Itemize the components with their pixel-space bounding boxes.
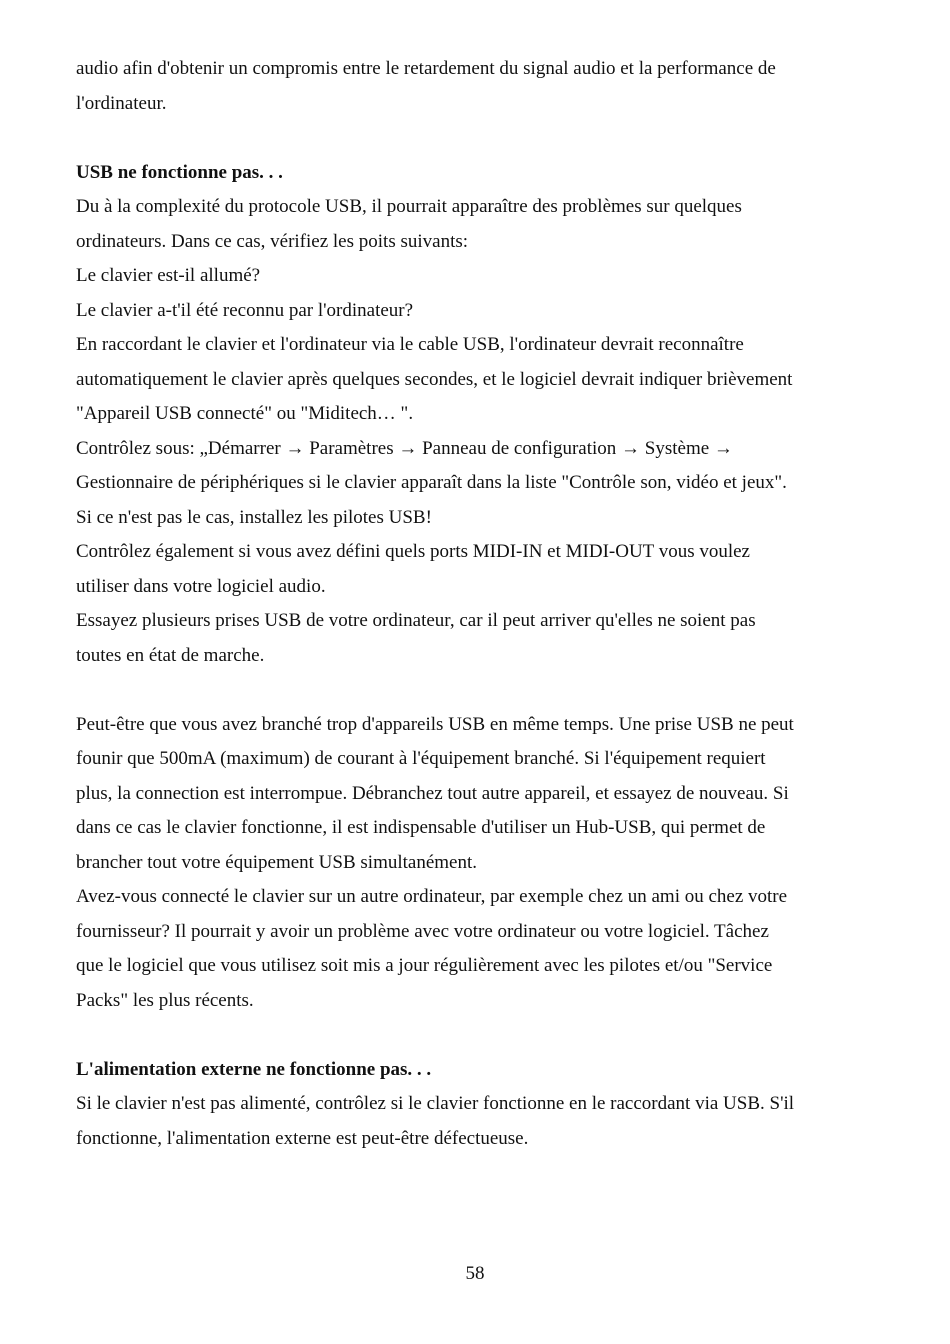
text-line: Essayez plusieurs prises USB de votre ordinateur, car il peut arriver qu'elles ne soient pas <box>76 610 756 631</box>
text-line: audio afin d'obtenir un compromis entre le retardement du signal audio et la performance de <box>76 58 776 79</box>
text-line: dans ce cas le clavier fonctionne, il est indispensable d'utiliser un Hub-USB, qui permet de <box>76 817 766 838</box>
text-line: fournisseur? Il pourrait y avoir un problème avec votre ordinateur ou votre logiciel. Tâchez <box>76 920 769 942</box>
text-line: En raccordant le clavier et l'ordinateur via le cable USB, l'ordinateur devrait reconnaître <box>76 334 744 355</box>
text-line: Si le clavier n'est pas alimenté, contrôlez si le clavier fonctionne en le raccordant via USB. S'il <box>76 1093 795 1114</box>
intro-paragraph <box>76 52 876 121</box>
text-line: Si ce n'est pas le cas, installez les pilotes USB! <box>76 506 432 528</box>
text-line: Peut-être que vous avez branché trop d'appareils USB en même temps. Une prise USB ne peut <box>76 713 794 735</box>
text-line: l'ordinateur. <box>76 92 167 114</box>
text-line: automatiquement le clavier après quelques secondes, et le logiciel devrait indiquer brièvement <box>76 368 793 390</box>
text-line: Le clavier a-t'il été reconnu par l'ordinateur? <box>76 299 414 321</box>
paragraph-spacer <box>76 121 876 156</box>
page-number: 58 <box>465 1263 485 1284</box>
text-line: utiliser dans votre logiciel audio. <box>76 575 326 597</box>
text-line: Du à la complexité du protocole USB, il pourrait apparaître des problèmes sur quelques <box>76 196 742 217</box>
text-line: brancher tout votre équipement USB simultanément. <box>76 851 478 873</box>
text-line: toutes en état de marche. <box>76 644 265 666</box>
text-line: Gestionnaire de périphériques si le clavier apparaît dans la liste "Contrôle son, vidéo et jeux". <box>76 472 787 493</box>
usb-section-heading: USB ne fonctionne pas. . . <box>76 161 283 183</box>
text-line: founir que 500mA (maximum) de courant à l'équipement branché. Si l'équipement requiert <box>76 748 766 769</box>
paragraph-spacer <box>76 1018 876 1053</box>
text-line: fonctionne, l'alimentation externe est peut-être défectueuse. <box>76 1127 529 1149</box>
document-page <box>76 52 876 1156</box>
text-line: Contrôlez également si vous avez défini quels ports MIDI-IN et MIDI-OUT vous voulez <box>76 541 750 562</box>
text-line: "Appareil USB connecté" ou "Miditech… ". <box>76 403 414 424</box>
text-line: plus, la connection est interrompue. Débranchez tout autre appareil, et essayez de nouveau. Si <box>76 782 789 804</box>
text-line: Packs" les plus récents. <box>76 989 254 1011</box>
paragraph-spacer <box>76 673 876 708</box>
text-line: Le clavier est-il allumé? <box>76 265 261 286</box>
text-line: ordinateurs. Dans ce cas, vérifiez les poits suivants: <box>76 230 469 252</box>
power-section <box>76 1053 876 1157</box>
text-line: Contrôlez sous: „Démarrer → Paramètres → Panneau de configuration → Système → <box>76 437 733 459</box>
power-section-heading: L'alimentation externe ne fonctionne pas. . . <box>76 1058 432 1080</box>
usb-section <box>76 156 876 1019</box>
text-line: Avez-vous connecté le clavier sur un autre ordinateur, par exemple chez un ami ou chez votre <box>76 886 788 907</box>
text-line: que le logiciel que vous utilisez soit mis a jour régulièrement avec les pilotes et/ou "Service <box>76 955 773 976</box>
